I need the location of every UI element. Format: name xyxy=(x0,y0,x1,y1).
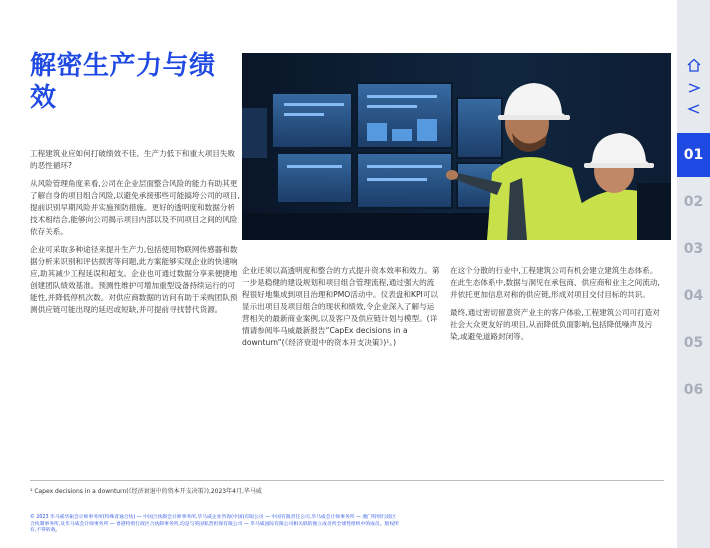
intro-paragraph-1: 从风险管理角度来看,公司在企业层面整合风险的能力有助其更了解自身的项目组合风险,以避免承接那些可能搞垮公司的项目,提前识别早期风险并实施预防措施。更好的透明度和数据分析技术相结合,能够向公司揭示项目内部以及不同项目之间的风险依存关系。 xyxy=(30,179,240,236)
home-icon[interactable] xyxy=(686,57,702,73)
chapter-tab-03[interactable]: 03 xyxy=(683,241,704,257)
engineers-photo xyxy=(242,53,671,240)
chevron-down-icon[interactable] xyxy=(686,101,702,117)
body-column-2 xyxy=(242,265,440,349)
chapter-sidebar xyxy=(677,0,710,548)
chapter-tab-05[interactable]: 05 xyxy=(683,335,704,351)
col2-paragraph-1: 企业还须以高透明度和整合的方式提升资本效率和效力。第一步是稳健的建设规划和项目组合管理流程,通过强大的流程很好地集成到项目治理和PMO活动中。仪表盘和KPI可以显示出项目及项目组合的现状和绩效,令企业深入了解与运营相关的最新商业案例,以及客户及供应链计划与模型。(详情请参阅毕马威最新报告“CapEx decisions in a downturn”(《经济衰退中的资本开支决策》)¹。) xyxy=(242,266,440,347)
chapter-tab-04[interactable]: 04 xyxy=(683,288,704,304)
intro-paragraph-2: 企业可采取多种途径来提升生产力,包括使用物联网传感器和数据分析来识别和评估损害等问题,此方案能够实现企业的快速响应,助其减少工程延误和超支。企业也可通过数据分享来便捷地创建团队绩效基准。预测性维护可增加重型设备持续运行的可能性,并降低停机次数。对供应商数据的访问有助于采购团队预测供应链可能出现的延迟或短缺,并可提前寻找替代货源。 xyxy=(30,245,238,314)
chapter-tab-06[interactable]: 06 xyxy=(683,382,704,398)
footnote: ¹ Capex decisions in a downturn(《经济衰退中的资本开支决策》),2023年4月,毕马威 xyxy=(30,488,262,495)
col3-paragraph-2: 最终,通过密切留意资产业主的客户体验,工程建筑公司可打造对社会大众更友好的项目,从而降低负面影响,包括降低噪声及污染,或避免道路封闭等。 xyxy=(450,308,660,341)
intro-question: 工程建筑业应如何打破绩效不佳、生产力低下和重大项目失败的恶性循环? xyxy=(30,149,236,170)
body-column-3 xyxy=(450,265,662,349)
intro-column xyxy=(30,148,242,322)
legal-notice: © 2023 毕马威华振会计师事务所(特殊普通合伙) — 中国合伙制会计师事务所,毕马威企业咨询(中国)有限公司 — 中国有限责任公司,毕马威会计师事务所 — 澳门特别行政区合伙制事务所,及毕马威会计师事务所 — 香港特别行政区合伙制事务所,均是与英国私营担保有限公司 — 毕马威国际有限公司相关联的独立成员所全球性组织中的成员。版权所有,不得转载。 xyxy=(30,515,399,534)
footnote-divider xyxy=(30,480,664,481)
chapter-tab-01[interactable]: 01 xyxy=(677,133,710,177)
chapter-tab-02[interactable]: 02 xyxy=(683,194,704,210)
chevron-up-icon[interactable] xyxy=(686,80,702,96)
page-title: 解密生产力与绩效 xyxy=(30,51,216,113)
col3-paragraph-1: 在这个分散的行业中,工程建筑公司有机会建立建筑生态体系。在此生态体系中,数据与洞见在承包商、供应商和业主之间流动,并依托更加信息对称的供应链,形成对项目交付目标的共识。 xyxy=(450,266,660,299)
